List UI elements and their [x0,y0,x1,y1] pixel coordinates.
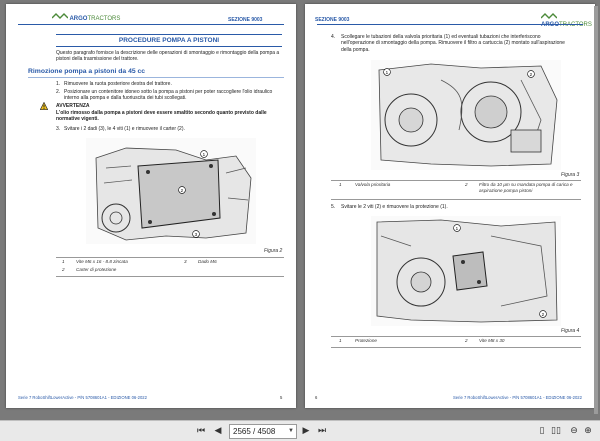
viewer-toolbar [0,420,600,441]
two-page-view-icon[interactable]: ▯▯ [551,426,561,436]
page-footer: Serie 7 RoboShiftLowerActive - P/N 5708601A1 - EDIZIONE 06-2022 [18,395,147,400]
next-page-icon[interactable]: ▶ [302,426,310,436]
warning-text: L'olio rimosso dalla pompa a pistoni deve essere smaltito secondo quanto previsto dalle normative vigenti. [56,110,267,123]
page-number: 5 [280,395,283,400]
step-5-text: Svitare le 2 viti (2) e rimuovere la protezione (1). [341,204,448,210]
figure-4-legend [331,336,581,348]
step-4-text: Scollegare le tubazioni della valvola prioritaria (1) ed eventuali tubazioni che interferiscono nell'operazione di smontaggio della pompa. Rimuovere il filtro a cartuccia (2) montato sull'aspirazione della pompa. [341,34,565,53]
legend-row [56,258,284,266]
step-2-text: Posizionare un contenitore idoneo sotto la pompa a pistoni per poter raccogliere l'olio idraulico interno alla pompa e dalla fuoriuscita dei tubi scollegati. [64,89,273,102]
page-number-input[interactable] [229,424,297,439]
right-page [305,4,595,408]
step-1-text: Rimuovere la ruota posteriore destra del trattore. [64,81,172,87]
brand-suffix: TRACTORS [559,22,592,28]
step-3-text: Svitare i 2 dadi (3), le 4 viti (1) e rimuovere il carter (2). [64,126,185,132]
legend-row [56,266,284,274]
step-1-number: 1. [56,81,61,87]
argo-logo-mark-icon [52,13,68,19]
section-heading: Rimozione pompa a pistoni da 45 cc [28,68,146,75]
brand-name: ARGO [541,22,559,28]
page-number: 6 [315,395,318,400]
figure-3-legend [331,180,581,200]
svg-text:1: 1 [385,70,389,75]
legend-number: 1 [62,259,65,264]
brand-name: ARGO [69,16,88,22]
figure-3-illustration [371,60,561,170]
svg-text:2: 2 [529,72,533,77]
legend-row [331,181,581,197]
warning-title: AVVERTENZA [56,103,90,109]
zoom-out-icon[interactable]: ⊖ [570,426,578,436]
step-4-number: 4. [331,34,336,40]
header-rule [317,24,583,25]
legend-number: 2 [62,267,65,272]
heading-rule [28,77,284,78]
legend-text: Valvola prioritaria [355,182,391,187]
chevron-down-icon[interactable]: ▼ [288,428,294,434]
warning-icon [40,102,48,110]
figure-2-label: Figura 2 [264,248,283,254]
figure-3-label: Figura 3 [561,172,580,178]
figure-2-illustration [86,138,256,244]
svg-text:3: 3 [194,232,198,237]
figure-4-label: Figura 4 [561,328,580,334]
legend-number: 1 [339,182,342,187]
step-5-number: 5. [331,204,336,210]
legend-row [331,337,581,345]
header-rule [18,24,284,25]
svg-text:2: 2 [541,312,545,317]
argo-logo [52,14,120,22]
legend-text: Dado M6 [198,259,217,264]
argo-logo-mark-icon [541,13,557,19]
brand-suffix: TRACTORS [87,16,121,22]
section-label: SEZIONE 9003 [315,17,350,23]
intro-text: Questo paragrafo fornisce la descrizione delle operazioni di smontaggio e rimontaggio della pompa a pistoni della trasmissione del trattore. [56,50,280,63]
svg-text:2: 2 [180,188,184,193]
first-page-icon[interactable]: ⏮ [196,426,206,436]
page-indicator-text: 2565 / 4508 [233,427,276,436]
legend-text: Carter di protezione [76,267,117,272]
svg-text:1: 1 [455,226,459,231]
left-page [6,4,296,408]
argo-logo [541,14,595,28]
step-3-number: 3. [56,126,61,132]
single-page-view-icon[interactable]: ▯ [539,426,545,436]
legend-text: Vite M6 x 16 - 8.8 zincata [76,259,128,264]
step-2-number: 2. [56,89,61,95]
last-page-icon[interactable]: ⏭ [317,426,327,436]
figure-2-legend [56,257,284,277]
legend-number: 1 [339,338,342,343]
legend-number: 3 [184,259,187,264]
page-title: PROCEDURE POMPA A PISTONI [56,34,282,47]
legend-number: 2 [465,338,468,343]
vertical-scrollbar[interactable] [594,6,598,414]
zoom-in-icon[interactable]: ⊕ [584,426,592,436]
legend-text: Vite M8 x 30 [479,338,505,343]
figure-4-illustration [371,216,561,326]
legend-text: Filtro da 10 µm su mandata pompa di carica e aspirazione pompa pistoni [479,182,573,193]
page-footer: Serie 7 RoboShiftLowerActive - P/N 5708601A1 - EDIZIONE 06-2022 [453,395,582,400]
svg-text:1: 1 [202,152,206,157]
section-label: SEZIONE 9003 [228,17,263,23]
previous-page-icon[interactable]: ◀ [214,426,222,436]
legend-number: 2 [465,182,468,187]
legend-text: Protezione [355,338,377,343]
